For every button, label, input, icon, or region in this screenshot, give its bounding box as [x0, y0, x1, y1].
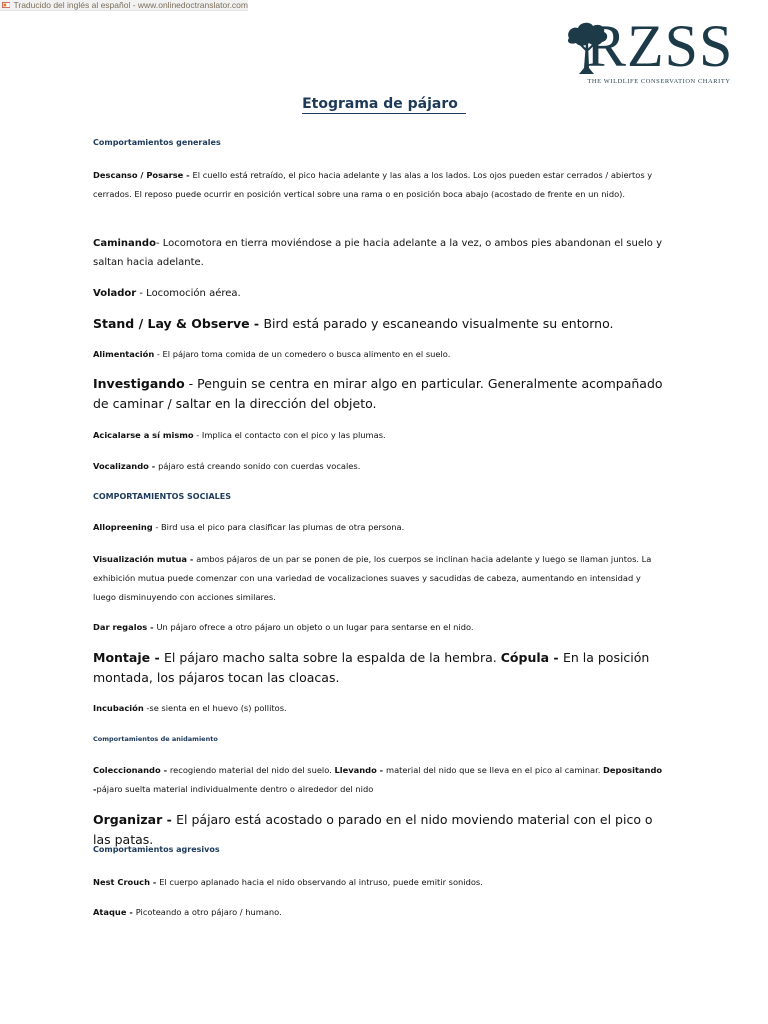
- entry-desc: material del nido que se lleva en el pico al caminar.: [386, 765, 604, 775]
- entry-term: Volador: [93, 288, 137, 299]
- page-title-text: Etograma de pájaro: [302, 96, 466, 114]
- entry-visualizacion: [93, 550, 663, 607]
- entry-term: Alimentación: [93, 349, 155, 359]
- logo-tagline: THE WILDLIFE CONSERVATION CHARITY: [587, 78, 731, 85]
- entry-desc: El pájaro macho salta sobre la espalda de la hembra.: [164, 650, 501, 665]
- entry-term: Montaje -: [93, 650, 164, 665]
- entry-term: Dar regalos -: [93, 622, 157, 632]
- entry-term: Incubación: [93, 703, 144, 713]
- entry-desc: - Implica el contacto con el pico y las plumas.: [193, 430, 386, 440]
- entry-ataque: [93, 903, 663, 922]
- entry-organizar: [93, 810, 663, 850]
- entry-coleccionando: [93, 761, 663, 799]
- entry-desc: El cuello está retraído, el pico hacia adelante y las alas a los lados. Los ojos pueden estar cerrados / abiertos y cerrados. El reposo puede ocurrir en posición vertical sobre una rama o en posición boca abajo (acostado de frente en un nido).: [93, 170, 653, 199]
- entry-desc: recogiendo material del nido del suelo.: [169, 765, 335, 775]
- entry-volador: [93, 284, 663, 303]
- entry-vocalizando: [93, 457, 663, 476]
- entry-investigando: [93, 374, 663, 414]
- entry-desc: El pájaro está acostado o parado en el nido moviendo material con el pico o las patas.: [93, 812, 653, 847]
- entry-acicalarse: [93, 426, 663, 445]
- entry-desc: -se sienta en el huevo (s) pollitos.: [143, 703, 287, 713]
- entry-nestcrouch: [93, 873, 663, 892]
- entry-term: Ataque -: [93, 907, 136, 917]
- entry-term: Allopreening: [93, 522, 153, 532]
- entry-desc: - Bird usa el pico para clasificar las plumas de otra persona.: [152, 522, 405, 532]
- entry-term: Organizar -: [93, 812, 177, 827]
- entry-term: Caminando: [93, 238, 156, 249]
- entry-term: Stand / Lay & Observe -: [93, 316, 264, 331]
- entry-caminando: [93, 234, 663, 272]
- entry-term: Cópula -: [500, 650, 563, 665]
- entry-term: Investigando: [93, 376, 185, 391]
- translator-icon: [2, 1, 10, 9]
- entry-term: Llevando -: [334, 765, 386, 775]
- entry-term: Acicalarse a sí mismo: [93, 430, 194, 440]
- entry-desc: En la posición montada, los pájaros tocan las cloacas.: [93, 650, 650, 685]
- entry-desc: - Penguin se centra en mirar algo en particular. Generalmente acompañado de caminar / saltar en la dirección del objeto.: [93, 376, 663, 411]
- entry-desc: - Locomoción aérea.: [136, 288, 241, 299]
- entry-desc: ambos pájaros de un par se ponen de pie, los cuerpos se inclinan hacia adelante y luego se llaman juntos. La exhibición mutua puede comenzar con una variedad de vocalizaciones suaves y sacudidas de cabeza, aumentando en intensidad y luego disminuyendo con acciones similares.: [93, 554, 652, 602]
- page-title: [0, 96, 768, 112]
- entry-desc: Un pájaro ofrece a otro pájaro un objeto o un lugar para sentarse en el nido.: [156, 622, 474, 632]
- entry-term: Visualización mutua -: [93, 554, 197, 564]
- section-heading-social: COMPORTAMIENTOS SOCIALES: [93, 492, 231, 501]
- section-heading-aggressive: Comportamientos agresivos: [93, 845, 220, 854]
- entry-desc: El cuerpo aplanado hacia el nido observando al intruso, puede emitir sonidos.: [159, 877, 483, 887]
- entry-desc: pájaro suelta material individualmente dentro o alrededor del nido: [96, 784, 374, 794]
- entry-desc: Picoteando a otro pájaro / humano.: [135, 907, 282, 917]
- entry-regalos: [93, 618, 663, 637]
- section-heading-nesting: Comportamientos de anidamiento: [93, 735, 218, 743]
- entry-term: Depositando -: [93, 765, 663, 794]
- banner-text[interactable]: Traducido del inglés al español - www.onlinedoctranslator.com: [13, 0, 248, 10]
- entry-desc: - El pájaro toma comida de un comedero o busca alimento en el suelo.: [154, 349, 451, 359]
- translator-banner[interactable]: [0, 0, 248, 11]
- entry-term: Vocalizando -: [93, 461, 159, 471]
- entry-montaje: [93, 648, 663, 688]
- entry-term: Coleccionando -: [93, 765, 170, 775]
- rzss-logo: [564, 13, 744, 90]
- entry-term: Nest Crouch -: [93, 877, 160, 887]
- entry-alimentacion: [93, 345, 663, 364]
- section-heading-general: Comportamientos generales: [93, 138, 221, 147]
- entry-stand: [93, 314, 663, 334]
- entry-descanso: [93, 166, 663, 204]
- entry-desc: pájaro está creando sonido con cuerdas vocales.: [158, 461, 361, 471]
- entry-term: Descanso / Posarse -: [93, 170, 193, 180]
- entry-allopreening: [93, 518, 663, 537]
- logo-letters: RZSS: [586, 13, 734, 79]
- entry-incubacion: [93, 699, 663, 718]
- entry-desc: - Locomotora en tierra moviéndose a pie hacia adelante a la vez, o ambos pies abandonan el suelo y saltan hacia adelante.: [93, 238, 662, 268]
- entry-desc: Bird está parado y escaneando visualmente su entorno.: [263, 316, 614, 331]
